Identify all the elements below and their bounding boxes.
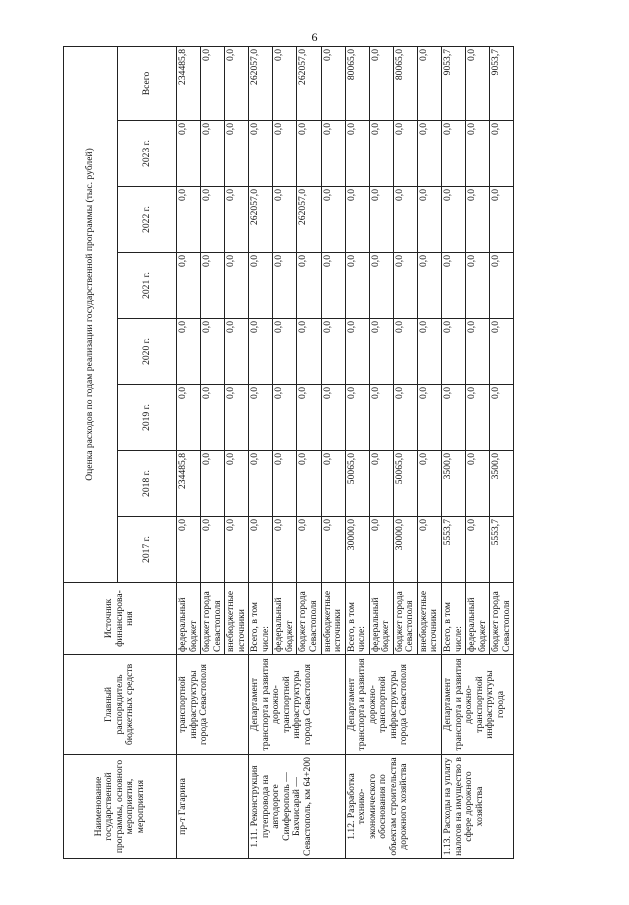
year-value-cell: 0,0 — [296, 516, 320, 582]
source-cell: внебюджетные источники — [417, 582, 441, 654]
total-value-cell: 0,0 — [369, 46, 393, 120]
year-value-cell: 0,0 — [489, 120, 513, 186]
total-value-cell: 9053,7 — [489, 46, 513, 120]
table-row — [248, 46, 272, 858]
source-cell: федеральный бюджет — [465, 582, 489, 654]
year-value-cell: 0,0 — [417, 252, 441, 318]
year-value-cell: 5553,7 — [441, 516, 465, 582]
year-value-cell: 0,0 — [393, 252, 417, 318]
header-year: 2021 г. — [117, 252, 176, 318]
year-value-cell: 0,0 — [369, 384, 393, 450]
table-row — [441, 46, 465, 858]
total-value-cell: 0,0 — [417, 46, 441, 120]
year-value-cell: 0,0 — [321, 120, 345, 186]
year-value-cell: 0,0 — [369, 252, 393, 318]
year-value-cell: 0,0 — [465, 252, 489, 318]
total-value-cell: 0,0 — [200, 46, 224, 120]
year-value-cell: 0,0 — [200, 252, 224, 318]
year-value-cell: 0,0 — [321, 318, 345, 384]
year-value-cell: 0,0 — [345, 318, 369, 384]
source-cell: Всего, в том числе: — [248, 582, 272, 654]
year-value-cell: 0,0 — [248, 252, 272, 318]
year-value-cell: 0,0 — [296, 450, 320, 516]
table-row — [176, 46, 200, 858]
year-value-cell: 0,0 — [417, 186, 441, 252]
year-value-cell: 0,0 — [248, 120, 272, 186]
rotated-table-container — [63, 47, 567, 859]
measure-name-cell: 1.13. Расходы на уплату налогов на имущество в сфере дорожного хозяйства — [441, 754, 513, 858]
year-value-cell: 30000,0 — [345, 516, 369, 582]
year-value-cell: 0,0 — [272, 384, 296, 450]
year-value-cell: 0,0 — [176, 120, 200, 186]
year-value-cell: 0,0 — [345, 120, 369, 186]
year-value-cell: 0,0 — [272, 252, 296, 318]
year-value-cell: 0,0 — [369, 318, 393, 384]
year-value-cell: 0,0 — [393, 318, 417, 384]
year-value-cell: 0,0 — [489, 384, 513, 450]
year-value-cell: 0,0 — [224, 252, 248, 318]
year-value-cell: 0,0 — [465, 120, 489, 186]
year-value-cell: 0,0 — [200, 516, 224, 582]
year-value-cell: 0,0 — [272, 516, 296, 582]
year-value-cell: 0,0 — [345, 186, 369, 252]
manager-cell: Департамент транспорта и развития дорожно-транспортной инфраструктуры города — [441, 654, 513, 754]
year-value-cell: 262057,0 — [296, 186, 320, 252]
year-value-cell: 0,0 — [345, 384, 369, 450]
total-value-cell: 0,0 — [321, 46, 345, 120]
year-value-cell: 0,0 — [176, 318, 200, 384]
header-year: 2019 г. — [117, 384, 176, 450]
year-value-cell: 3500,0 — [441, 450, 465, 516]
year-value-cell: 0,0 — [369, 186, 393, 252]
year-value-cell: 0,0 — [248, 318, 272, 384]
year-value-cell: 0,0 — [200, 120, 224, 186]
manager-cell: транспортной инфраструктуры города Севастополя — [176, 654, 248, 754]
page-number: 6 — [311, 30, 318, 44]
year-value-cell: 0,0 — [321, 186, 345, 252]
year-value-cell: 0,0 — [224, 450, 248, 516]
year-value-cell: 0,0 — [441, 318, 465, 384]
total-value-cell: 80065,0 — [393, 46, 417, 120]
year-value-cell: 234485,8 — [176, 450, 200, 516]
year-value-cell: 0,0 — [272, 450, 296, 516]
header-year: 2022 г. — [117, 186, 176, 252]
year-value-cell: 0,0 — [272, 186, 296, 252]
year-value-cell: 0,0 — [465, 318, 489, 384]
total-value-cell: 234485,8 — [176, 46, 200, 120]
header-manager: Главный распорядитель бюджетных средств — [63, 654, 176, 754]
source-cell: бюджет города Севастополя — [393, 582, 417, 654]
year-value-cell: 0,0 — [321, 384, 345, 450]
total-value-cell: 262057,0 — [296, 46, 320, 120]
year-value-cell: 0,0 — [176, 252, 200, 318]
year-value-cell: 0,0 — [272, 120, 296, 186]
year-value-cell: 0,0 — [321, 450, 345, 516]
year-value-cell: 0,0 — [369, 516, 393, 582]
source-cell: Всего, в том числе: — [345, 582, 369, 654]
header-year: 2018 г. — [117, 450, 176, 516]
manager-cell: Департамент транспорта и развития дорожно-транспортной инфраструктуры города Севастополя — [345, 654, 441, 754]
year-value-cell: 0,0 — [393, 384, 417, 450]
total-value-cell: 262057,0 — [248, 46, 272, 120]
year-value-cell: 262057,0 — [248, 186, 272, 252]
year-value-cell: 0,0 — [200, 384, 224, 450]
year-value-cell: 0,0 — [393, 120, 417, 186]
year-value-cell: 0,0 — [441, 186, 465, 252]
year-value-cell: 0,0 — [465, 450, 489, 516]
measure-name-cell: пр-т Гагарина — [176, 754, 248, 858]
year-value-cell: 0,0 — [321, 516, 345, 582]
source-cell: внебюджетные источники — [321, 582, 345, 654]
year-value-cell: 0,0 — [176, 384, 200, 450]
year-value-cell: 0,0 — [296, 120, 320, 186]
year-value-cell: 0,0 — [248, 450, 272, 516]
header-total: Всего — [117, 46, 176, 120]
year-value-cell: 0,0 — [465, 516, 489, 582]
year-value-cell: 0,0 — [369, 450, 393, 516]
source-cell: федеральный бюджет — [369, 582, 393, 654]
year-value-cell: 0,0 — [345, 252, 369, 318]
total-value-cell: 0,0 — [224, 46, 248, 120]
year-value-cell: 3500,0 — [489, 450, 513, 516]
header-year: 2017 г. — [117, 516, 176, 582]
year-value-cell: 0,0 — [224, 186, 248, 252]
year-value-cell: 0,0 — [489, 252, 513, 318]
year-value-cell: 0,0 — [489, 186, 513, 252]
year-value-cell: 0,0 — [296, 384, 320, 450]
year-value-cell: 0,0 — [489, 318, 513, 384]
year-value-cell: 0,0 — [272, 318, 296, 384]
year-value-cell: 0,0 — [200, 450, 224, 516]
source-cell: внебюджетные источники — [224, 582, 248, 654]
year-value-cell: 0,0 — [465, 384, 489, 450]
total-value-cell: 9053,7 — [441, 46, 465, 120]
measure-name-cell: 1.12. Разработка технико-экономического обоснования по объектам строительства дорожного хозяйства — [345, 754, 441, 858]
source-cell: федеральный бюджет — [272, 582, 296, 654]
total-value-cell: 0,0 — [272, 46, 296, 120]
source-cell: федеральный бюджет — [176, 582, 200, 654]
year-value-cell: 0,0 — [417, 384, 441, 450]
total-value-cell: 80065,0 — [345, 46, 369, 120]
year-value-cell: 0,0 — [224, 384, 248, 450]
year-value-cell: 0,0 — [417, 516, 441, 582]
year-value-cell: 0,0 — [417, 120, 441, 186]
year-value-cell: 0,0 — [200, 318, 224, 384]
measure-name-cell: 1.11. Реконструкция путепровода на автодороге Симферополь — Бахчисарай — Севастополь, км 64+200 — [248, 754, 344, 858]
year-value-cell: 30000,0 — [393, 516, 417, 582]
year-value-cell: 0,0 — [224, 120, 248, 186]
header-source: Источник финансирова-ния — [63, 582, 176, 654]
year-value-cell: 0,0 — [296, 318, 320, 384]
year-value-cell: 0,0 — [465, 186, 489, 252]
year-value-cell: 50065,0 — [345, 450, 369, 516]
year-value-cell: 0,0 — [248, 516, 272, 582]
year-value-cell: 0,0 — [224, 516, 248, 582]
source-cell: бюджет города Севастополя — [296, 582, 320, 654]
year-value-cell: 0,0 — [393, 186, 417, 252]
year-value-cell: 0,0 — [176, 186, 200, 252]
year-value-cell: 0,0 — [321, 252, 345, 318]
header-year: 2023 г. — [117, 120, 176, 186]
year-value-cell: 0,0 — [369, 120, 393, 186]
year-value-cell: 0,0 — [417, 450, 441, 516]
total-value-cell: 0,0 — [465, 46, 489, 120]
year-value-cell: 0,0 — [441, 384, 465, 450]
header-name: Наименование государственной программы, основного мероприятия, мероприятия — [63, 754, 176, 858]
year-value-cell: 50065,0 — [393, 450, 417, 516]
manager-cell: Департамент транспорта и развития дорожно-транспортной инфраструктуры города Севастополя — [248, 654, 344, 754]
year-value-cell: 0,0 — [200, 186, 224, 252]
source-cell: Всего, в том числе: — [441, 582, 465, 654]
source-cell: бюджет города Севастополя — [489, 582, 513, 654]
table-body — [176, 46, 513, 858]
source-cell: бюджет города Севастополя — [200, 582, 224, 654]
year-value-cell: 0,0 — [248, 384, 272, 450]
header-year: 2020 г. — [117, 318, 176, 384]
year-value-cell: 0,0 — [296, 252, 320, 318]
year-value-cell: 5553,7 — [489, 516, 513, 582]
year-value-cell: 0,0 — [176, 516, 200, 582]
budget-table — [63, 45, 514, 858]
year-value-cell: 0,0 — [441, 120, 465, 186]
header-estimate: Оценка расходов по годам реализации государственной программы (тыс. рублей) — [63, 46, 117, 582]
year-value-cell: 0,0 — [441, 252, 465, 318]
year-value-cell: 0,0 — [224, 318, 248, 384]
year-value-cell: 0,0 — [417, 318, 441, 384]
table-row — [345, 46, 369, 858]
